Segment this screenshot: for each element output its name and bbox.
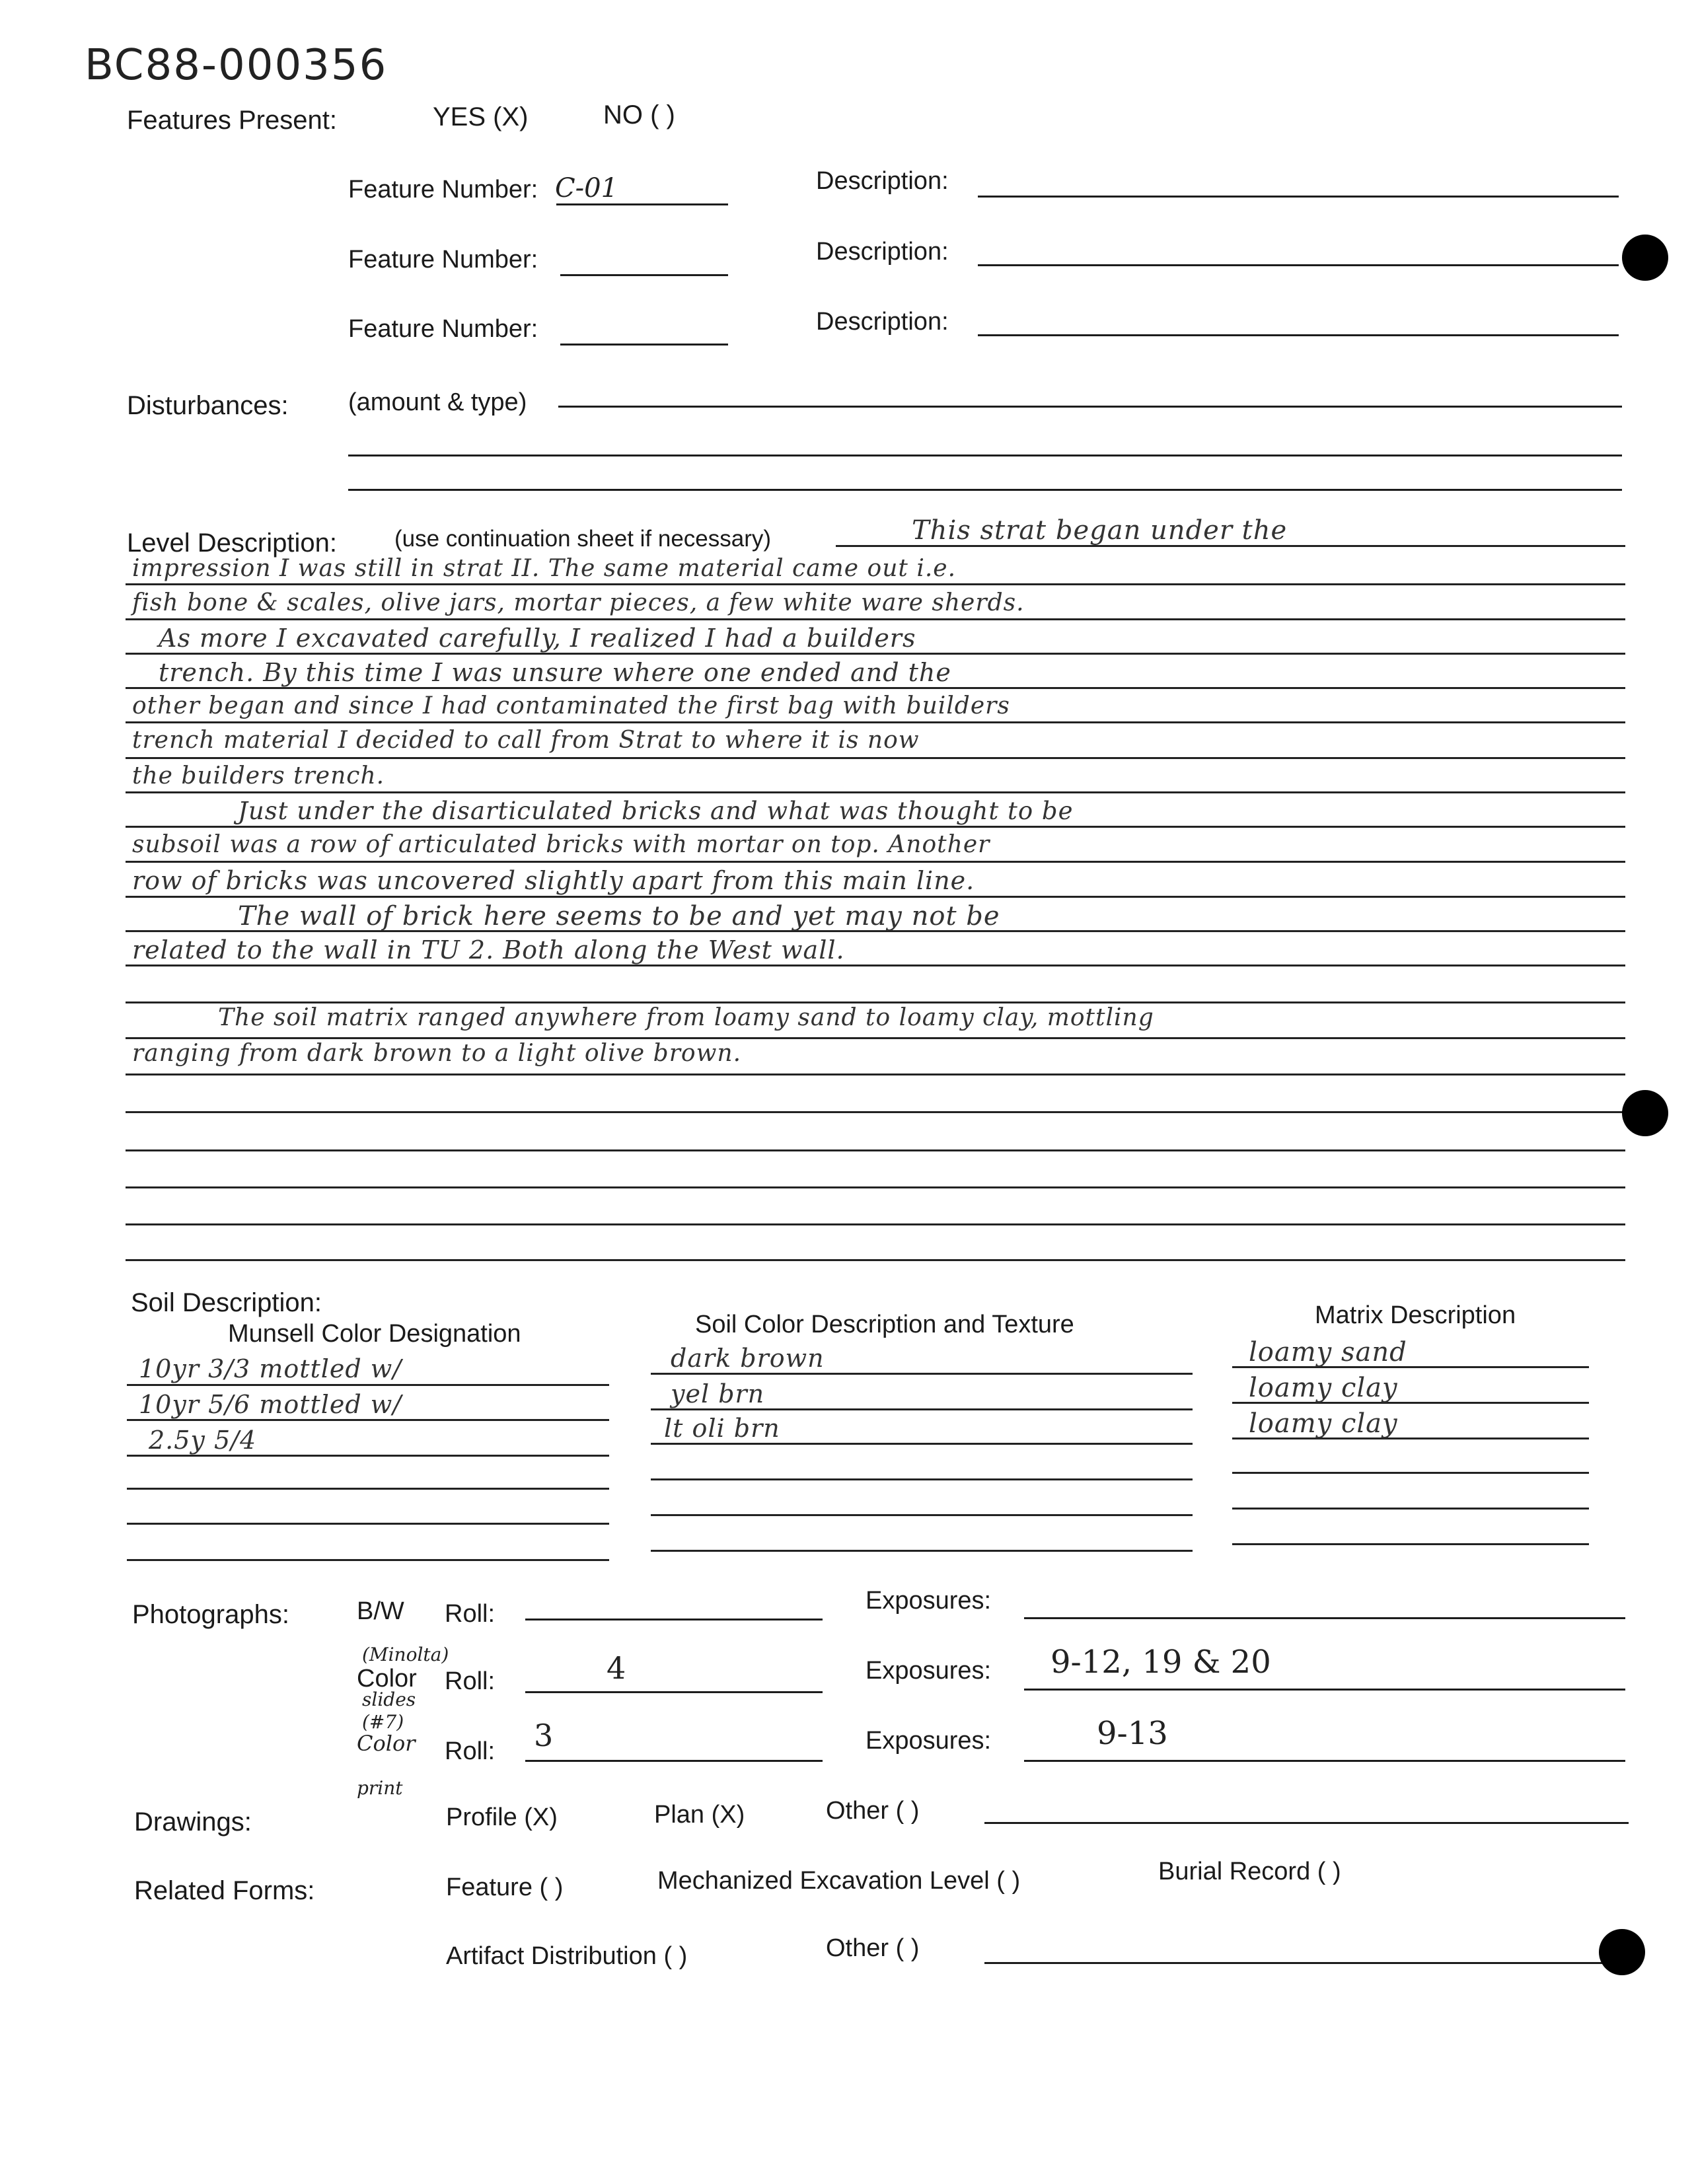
print-exposures-value: 9-13 bbox=[1097, 1715, 1168, 1752]
matrix-value: loamy sand bbox=[1249, 1337, 1407, 1367]
print-roll-label: Roll: bbox=[445, 1737, 496, 1765]
feature-number-label: Feature Number: bbox=[348, 176, 538, 203]
level-text-line: subsoil was a row of articulated bricks with mortar on top. Another bbox=[132, 831, 990, 858]
feature-number-label: Feature Number: bbox=[348, 246, 538, 273]
level-text-line: The soil matrix ranged anywhere from loamy sand to loamy clay, mottling bbox=[218, 1004, 1154, 1031]
level-text-line: impression I was still in strat II. The same material came out i.e. bbox=[132, 555, 957, 582]
feature-number-value: C-01 bbox=[555, 173, 618, 203]
level-text-line: Just under the disarticulated bricks and what was thought to be bbox=[238, 797, 1074, 825]
color-note-bottom: slides bbox=[362, 1689, 416, 1710]
description-label: Description: bbox=[816, 238, 949, 266]
punch-hole bbox=[1599, 1929, 1645, 1975]
related-other: Other ( ) bbox=[826, 1934, 920, 1962]
feature-number-label: Feature Number: bbox=[348, 315, 538, 343]
color-note-top: (Minolta) bbox=[362, 1644, 449, 1665]
bw-roll-label: Roll: bbox=[445, 1600, 496, 1628]
level-text-line: other began and since I had contaminated the first bag with builders bbox=[132, 692, 1010, 719]
level-text-line: As more I excavated carefully, I realized I had a builders bbox=[159, 624, 916, 653]
disturbances-label: Disturbances: bbox=[127, 391, 289, 420]
related-artifact: Artifact Distribution ( ) bbox=[446, 1942, 688, 1970]
soil-color-header: Soil Color Description and Texture bbox=[695, 1311, 1074, 1338]
print-note-top: (#7) bbox=[362, 1711, 404, 1733]
drawings-profile: Profile (X) bbox=[446, 1803, 558, 1831]
features-no: NO ( ) bbox=[603, 100, 675, 129]
level-description-label: Level Description: bbox=[127, 528, 337, 558]
munsell-value: 2.5y 5/4 bbox=[149, 1426, 257, 1455]
munsell-value: 10yr 3/3 mottled w/ bbox=[139, 1354, 402, 1383]
bw-label: B/W bbox=[357, 1597, 404, 1625]
level-text-line: row of bricks was uncovered slightly apart from this main line. bbox=[132, 866, 975, 895]
color-exposures-value: 9-12, 19 & 20 bbox=[1051, 1644, 1271, 1681]
level-text-line: trench material I decided to call from Strat to where it is now bbox=[132, 727, 920, 754]
level-text-line: The wall of brick here seems to be and yet may not be bbox=[238, 901, 1000, 931]
level-text-line: the builders trench. bbox=[132, 762, 385, 789]
document-id: BC88-000356 bbox=[85, 41, 388, 90]
related-burial: Burial Record ( ) bbox=[1158, 1858, 1341, 1885]
description-label: Description: bbox=[816, 167, 949, 195]
level-text-line: ranging from dark brown to a light olive brown. bbox=[132, 1040, 742, 1067]
description-label: Description: bbox=[816, 308, 949, 336]
soil-description-label: Soil Description: bbox=[131, 1288, 322, 1317]
punch-hole bbox=[1622, 1090, 1668, 1136]
features-yes: YES (X) bbox=[433, 102, 529, 131]
color-label: Color bbox=[357, 1665, 417, 1693]
munsell-header: Munsell Color Designation bbox=[228, 1320, 521, 1348]
level-text-line: related to the wall in TU 2. Both along the West wall. bbox=[132, 935, 845, 965]
related-mech: Mechanized Excavation Level ( ) bbox=[657, 1867, 1021, 1895]
matrix-value: loamy clay bbox=[1249, 1373, 1398, 1403]
soil-color-value: lt oli brn bbox=[664, 1414, 780, 1443]
related-forms-label: Related Forms: bbox=[134, 1876, 315, 1905]
drawings-plan: Plan (X) bbox=[654, 1801, 745, 1829]
bw-exposures-label: Exposures: bbox=[866, 1587, 992, 1615]
print-note-bottom: print bbox=[357, 1777, 403, 1799]
photographs-label: Photographs: bbox=[132, 1600, 289, 1629]
print-note-mid: Color bbox=[357, 1731, 416, 1756]
print-exposures-label: Exposures: bbox=[866, 1727, 992, 1755]
munsell-value: 10yr 5/6 mottled w/ bbox=[139, 1390, 402, 1419]
features-present-label: Features Present: bbox=[127, 106, 337, 135]
drawings-other: Other ( ) bbox=[826, 1797, 920, 1825]
soil-color-value: yel brn bbox=[671, 1379, 765, 1408]
level-text-line: trench. By this time I was unsure where one ended and the bbox=[159, 658, 951, 687]
punch-hole bbox=[1622, 235, 1668, 281]
color-roll-label: Roll: bbox=[445, 1667, 496, 1695]
color-roll-value: 4 bbox=[607, 1650, 626, 1686]
level-text-line: fish bone & scales, olive jars, mortar pieces, a few white ware sherds. bbox=[132, 589, 1025, 616]
related-feature: Feature ( ) bbox=[446, 1874, 564, 1901]
level-description-note: (use continuation sheet if necessary) bbox=[394, 526, 772, 552]
matrix-header: Matrix Description bbox=[1315, 1301, 1516, 1329]
level-text-line: This strat began under the bbox=[912, 515, 1288, 546]
matrix-value: loamy clay bbox=[1249, 1408, 1398, 1439]
soil-color-value: dark brown bbox=[671, 1344, 825, 1373]
print-roll-value: 3 bbox=[534, 1718, 554, 1753]
color-exposures-label: Exposures: bbox=[866, 1657, 992, 1685]
drawings-label: Drawings: bbox=[134, 1807, 252, 1837]
disturbances-sublabel: (amount & type) bbox=[348, 388, 527, 416]
